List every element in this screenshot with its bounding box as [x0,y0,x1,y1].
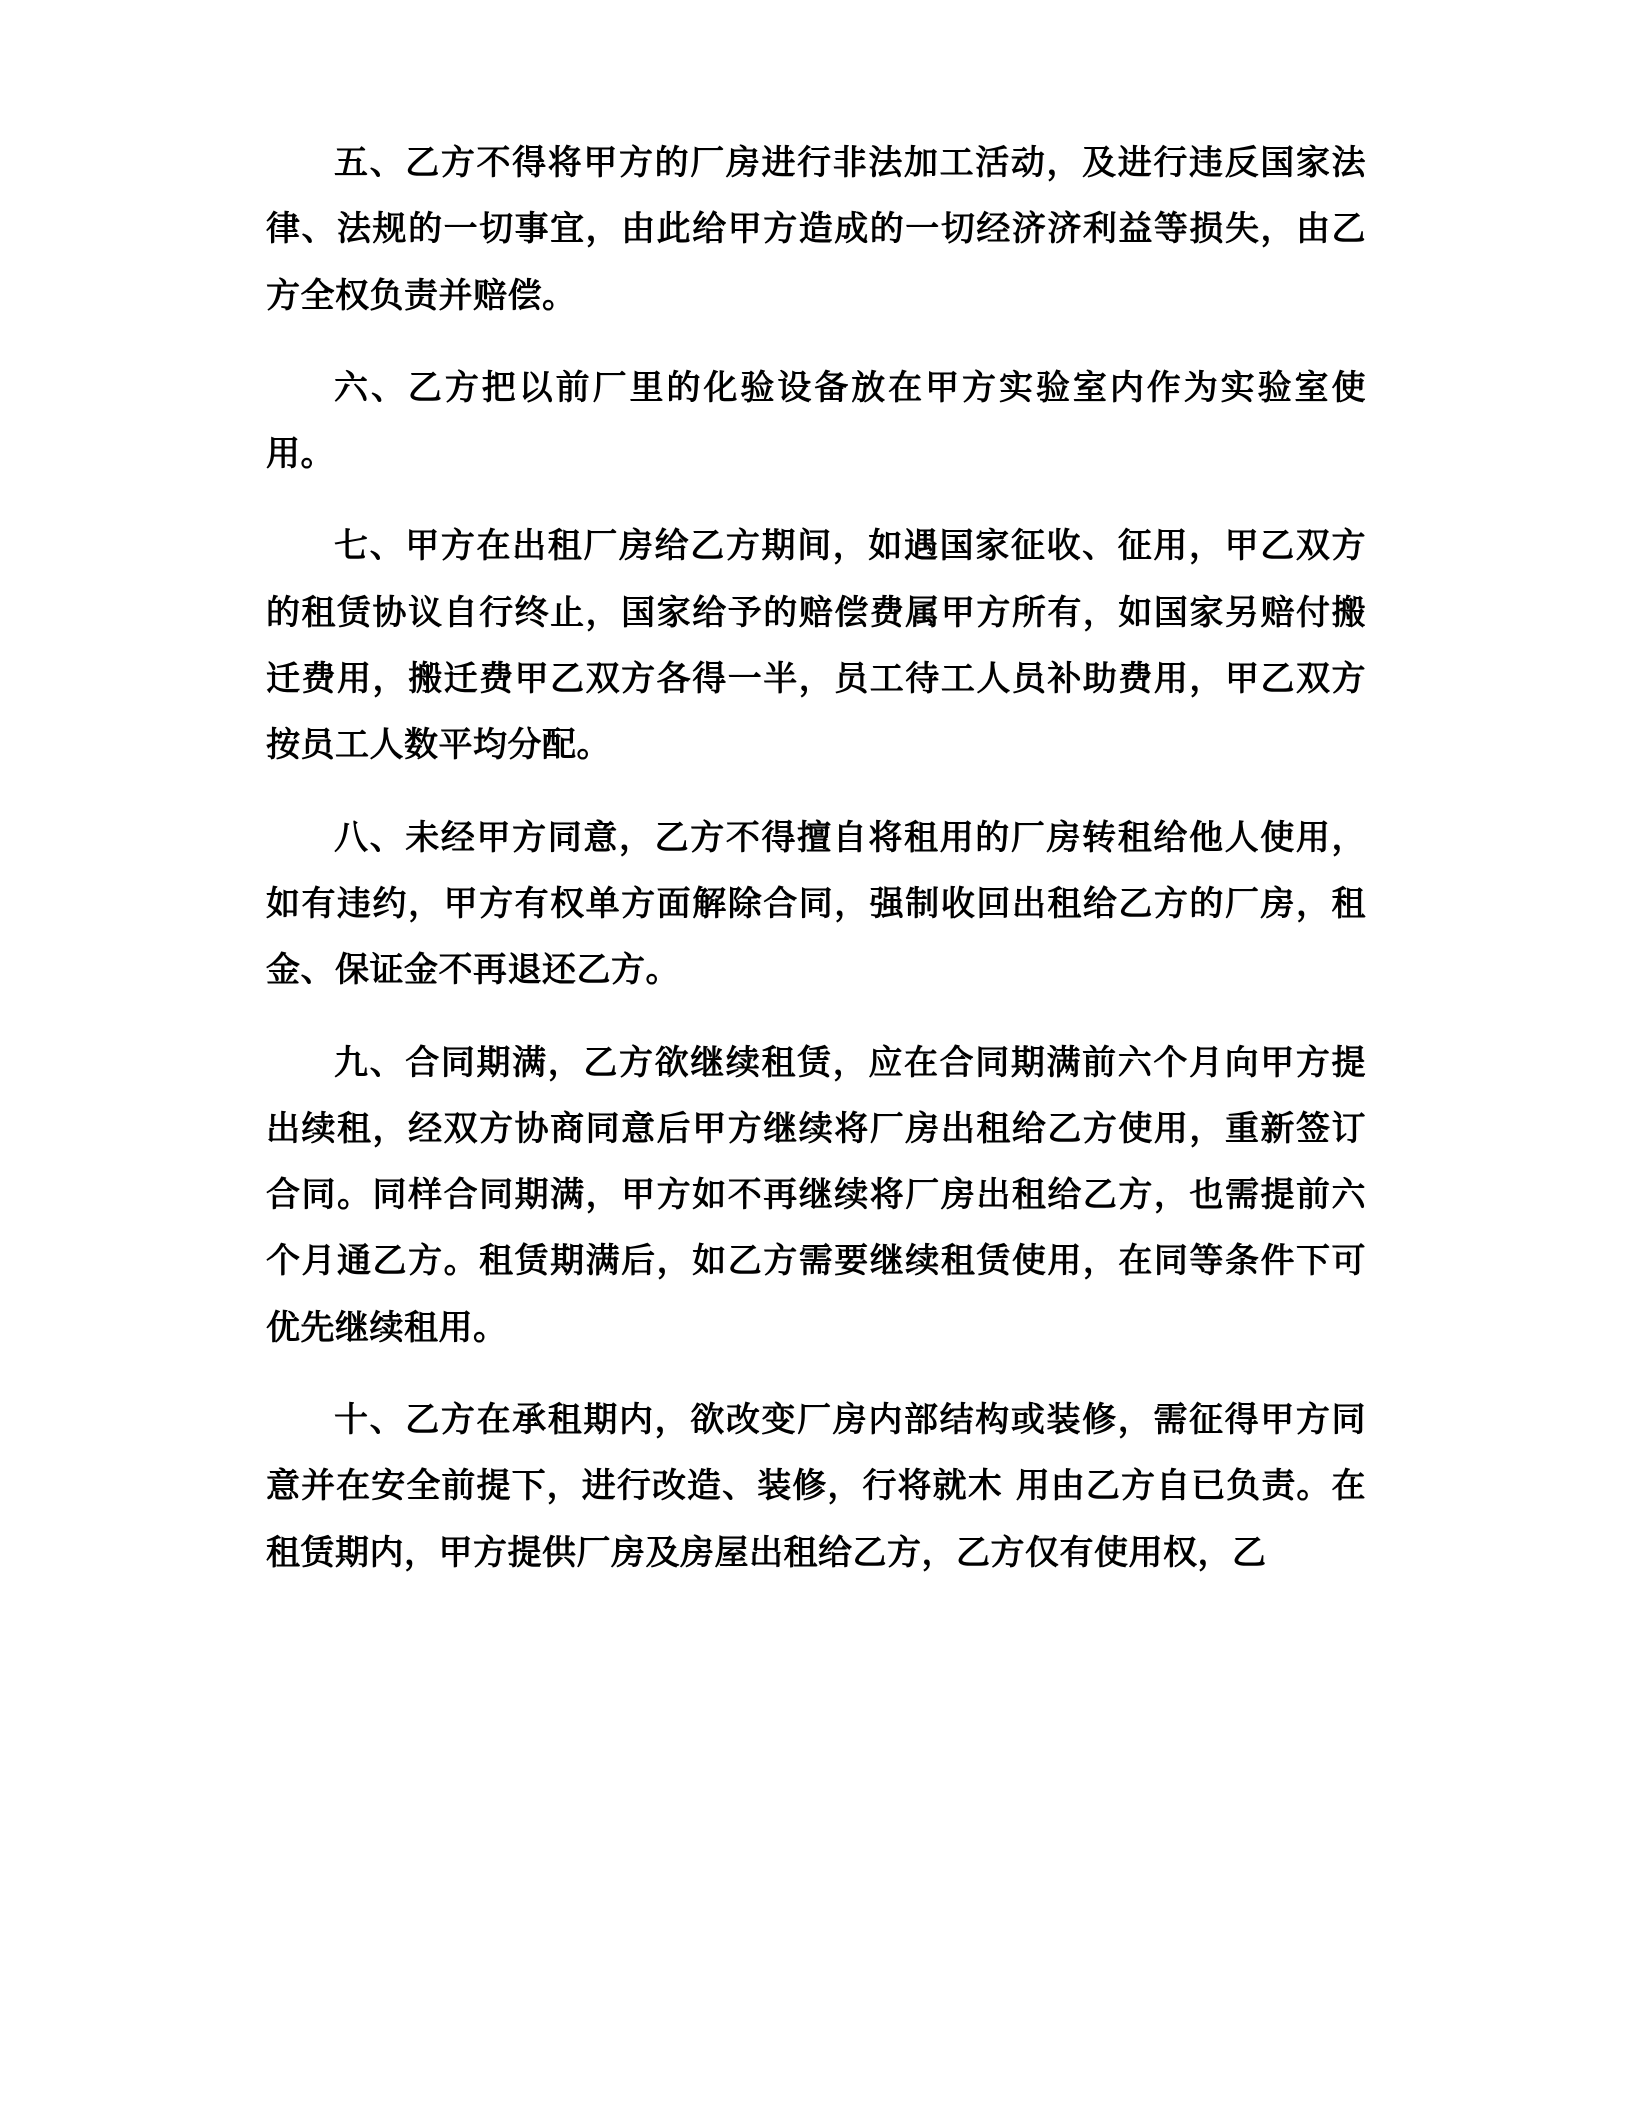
paragraph-clause-5: 五、乙方不得将甲方的厂房进行非法加工活动，及进行违反国家法律、法规的一切事宜，由此给甲方造成的一切经济济利益等损失，由乙方全权负责并赔偿。 [266,143,1366,316]
paragraph-clause-7: 七、甲方在出租厂房给乙方期间，如遇国家征收、征用，甲乙双方的租赁协议自行终止，国家给予的赔偿费属甲方所有，如国家另赔付搬迁费用，搬迁费甲乙双方各得一半，员工待工人员补助费用，甲乙双方按员工人数平均分配。 [266,526,1366,766]
paragraph-clause-9: 九、合同期满，乙方欲继续租赁，应在合同期满前六个月向甲方提出续租，经双方协商同意后甲方继续将厂房出租给乙方使用，重新签订合同。同样合同期满，甲方如不再继续将厂房出租给乙方，也需提前六个月通乙方。租赁期满后，如乙方需要继续租赁使用，在同等条件下可优先继续租用。 [266,1042,1366,1348]
document-body [266,130,1366,1586]
paragraph-clause-6: 六、乙方把以前厂里的化验设备放在甲方实验室内作为实验室使用。 [266,367,1366,475]
paragraph-clause-10: 十、乙方在承租期内，欲改变厂房内部结构或装修，需征得甲方同意并在安全前提下，进行改造、装修，行将就木 用由乙方自已负责。在租赁期内，甲方提供厂房及房屋出租给乙方，乙方仅有使用权，乙 [266,1400,1366,1573]
paragraph-clause-8: 八、未经甲方同意，乙方不得擅自将租用的厂房转租给他人使用，如有违约，甲方有权单方面解除合同，强制收回出租给乙方的厂房，租金、保证金不再退还乙方。 [266,817,1366,991]
